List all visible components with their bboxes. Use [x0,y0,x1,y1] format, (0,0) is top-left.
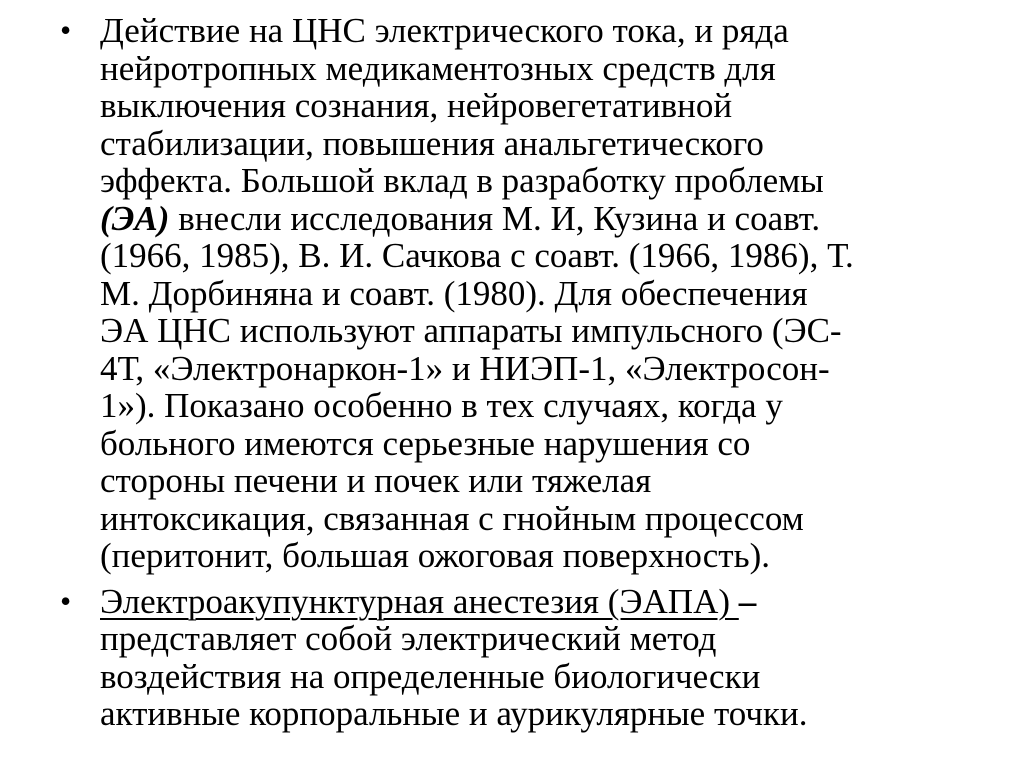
paragraph-text [100,583,970,733]
list-item [0,583,1024,733]
text-line: представляет собой электрический метод [100,619,717,658]
text-line: 1»). Показано особенно в тех случаях, когда у [100,386,783,425]
text-line: 4Т, «Электронаркон-1» и НИЭП-1, «Электросон- [100,348,830,388]
abbreviation-emphasis: (ЭА) [100,198,170,238]
text-line [100,583,970,621]
text-line: М. Дорбиняна и соавт. (1980). Для обеспечения [100,273,808,313]
text-line: (перитонит, большая ожоговая поверхность). [100,536,770,575]
text-line [100,200,970,238]
text-line: больного имеются серьезные нарушения со [100,423,751,463]
bullet-icon: • [60,12,72,48]
term-underlined: Электроакупунктурная анестезия (ЭАПА) [100,581,739,621]
text-line: нейротропных медикаментозных средств для [100,48,776,88]
paragraph-text [100,12,970,575]
text-line: ЭА ЦНС используют аппараты импульсного (ЭС- [100,311,842,350]
text-line: стороны печени и почек или тяжелая [100,461,652,500]
text-fragment: внесли исследования М. И, Кузина и соавт. [169,198,821,238]
text-line: (1966, 1985), В. И. Сачкова с соавт. (1966, 1986), Т. [100,236,854,275]
text-line: Действие на ЦНС электрического тока, и ряда [100,11,789,50]
text-line: интоксикация, связанная с гнойным процессом [100,498,804,538]
list-item [0,12,1024,575]
bullet-icon: • [60,582,72,619]
text-line: стабилизации, повышения анальгетического [100,123,764,163]
text-line: эффекта. Большой вклад в разработку проблемы [100,161,824,200]
text-line: активные корпоральные и аурикулярные точки. [100,694,808,733]
text-line: выключения сознания, нейровегетативной [100,86,733,125]
text-line: воздействия на определенные биологически [100,656,761,696]
dash: – [738,581,757,621]
